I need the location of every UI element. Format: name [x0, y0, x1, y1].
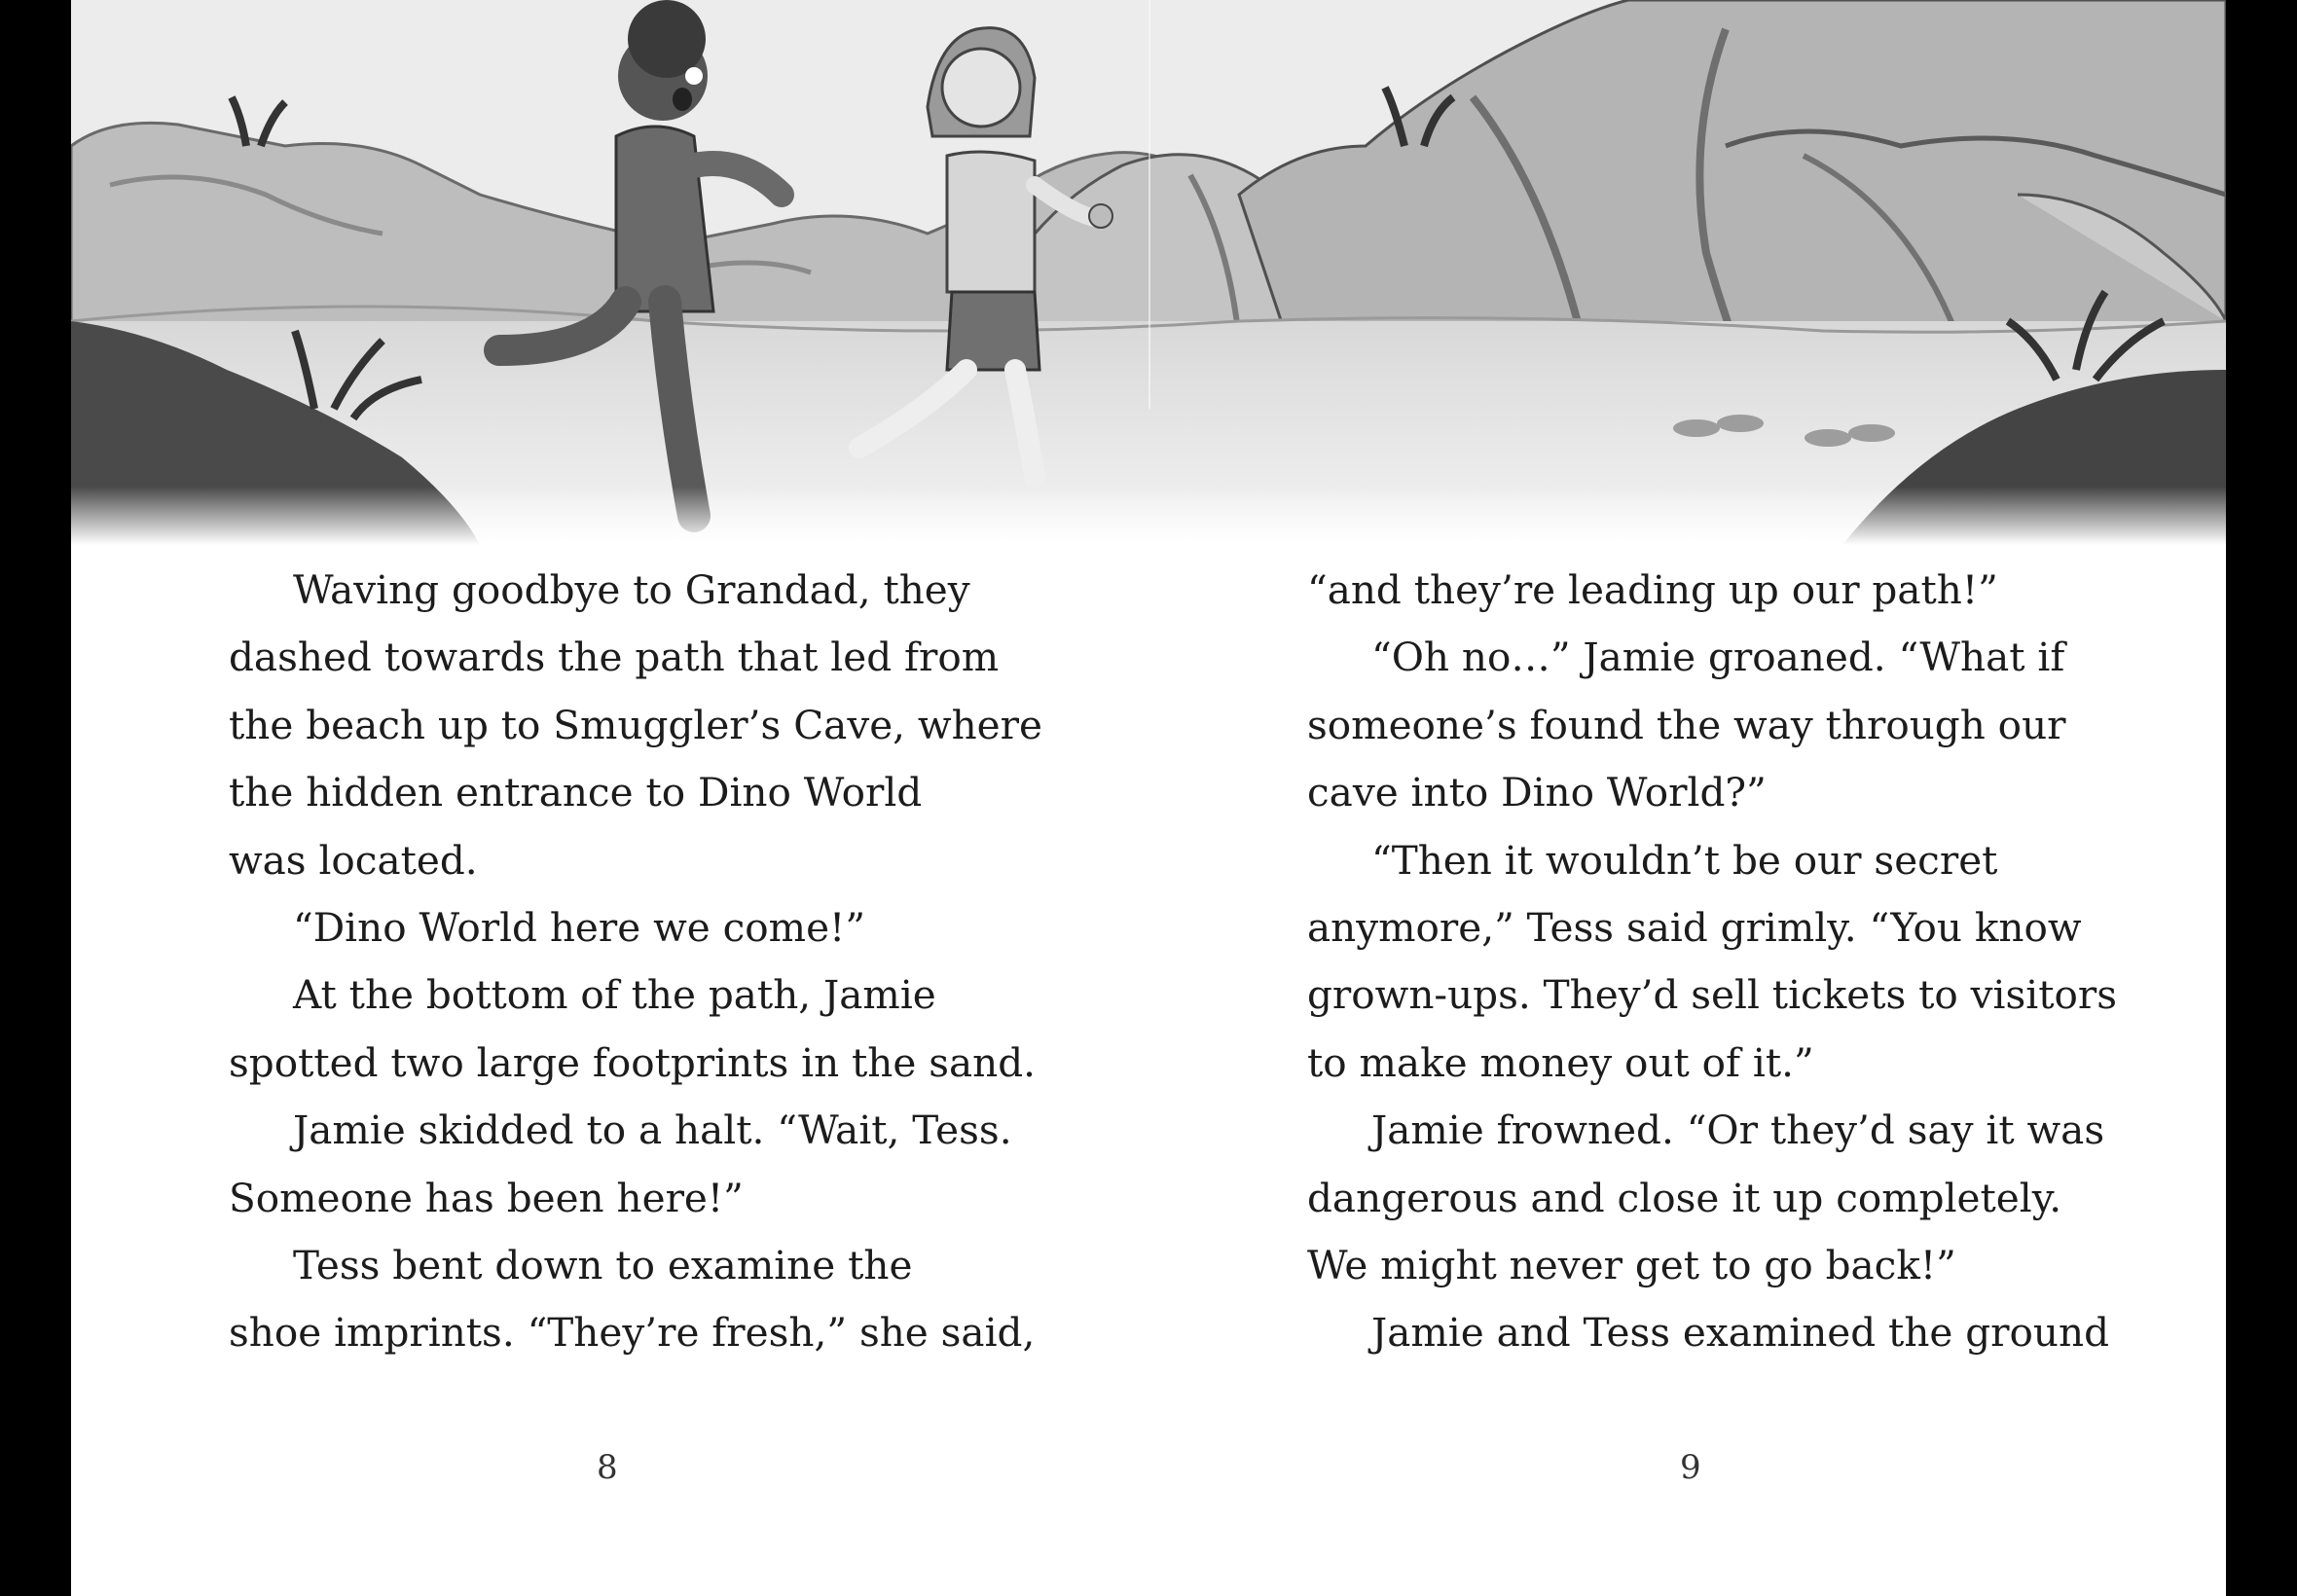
- right-page-text: [1307, 557, 2183, 1367]
- text-line: cave into Dino World?”: [1307, 769, 1767, 816]
- text-line: Waving goodbye to Grandad, they: [293, 566, 970, 613]
- text-line: Jamie and Tess examined the ground: [1371, 1309, 2110, 1357]
- text-line: shoe imprints. “They’re fresh,” she said,: [229, 1309, 1036, 1357]
- text-line: “and they’re leading up our path!”: [1307, 566, 1998, 613]
- text-line: anymore,” Tess said grimly. “You know: [1307, 903, 2082, 951]
- text-line: Jamie skidded to a halt. “Wait, Tess.: [293, 1106, 1012, 1154]
- book-spread: [71, 0, 2226, 1596]
- jamie-mouth: [673, 88, 692, 111]
- footprint: [1717, 415, 1764, 432]
- text-line: dashed towards the path that led from: [229, 634, 1000, 681]
- text-line: spotted two large footprints in the sand.: [229, 1038, 1037, 1086]
- text-line: Someone has been here!”: [229, 1174, 744, 1221]
- text-line: dangerous and close it up completely.: [1307, 1174, 2062, 1221]
- text-line: grown-ups. They’d sell tickets to visitors: [1307, 971, 2118, 1019]
- text-line: someone’s found the way through our: [1307, 701, 2066, 748]
- text-line: We might never get to go back!”: [1307, 1241, 1956, 1288]
- page-number-right: 9: [1680, 1448, 1701, 1487]
- text-line: the hidden entrance to Dino World: [229, 769, 923, 816]
- text-line: “Then it wouldn’t be our secret: [1371, 836, 1998, 884]
- footprint: [1805, 429, 1851, 447]
- text-line: Jamie frowned. “Or they’d say it was: [1371, 1106, 2105, 1154]
- page-gutter: [1148, 0, 1150, 409]
- fossil-coin: [1089, 204, 1112, 228]
- text-line: “Dino World here we come!”: [293, 903, 866, 951]
- tess-head: [942, 49, 1020, 127]
- illustration-fade: [71, 487, 2226, 545]
- text-line: the beach up to Smuggler’s Cave, where: [229, 701, 1042, 748]
- tess-tshirt: [947, 152, 1035, 292]
- jamie-hair: [628, 0, 706, 78]
- page-number-left: 8: [597, 1448, 618, 1487]
- text-line: Tess bent down to examine the: [293, 1241, 913, 1288]
- text-line: “Oh no…” Jamie groaned. “What if: [1371, 634, 2065, 681]
- footprint: [1673, 419, 1720, 437]
- illustration-header: [71, 0, 2226, 545]
- left-page-text: [229, 557, 1105, 1367]
- jamie-eye: [685, 67, 703, 85]
- text-line: At the bottom of the path, Jamie: [293, 971, 936, 1019]
- rocky-beach-illustration: [71, 0, 2226, 545]
- footprint: [1848, 424, 1895, 442]
- tess-shorts: [947, 292, 1039, 370]
- text-line: was located.: [229, 836, 478, 884]
- text-line: to make money out of it.”: [1307, 1038, 1814, 1086]
